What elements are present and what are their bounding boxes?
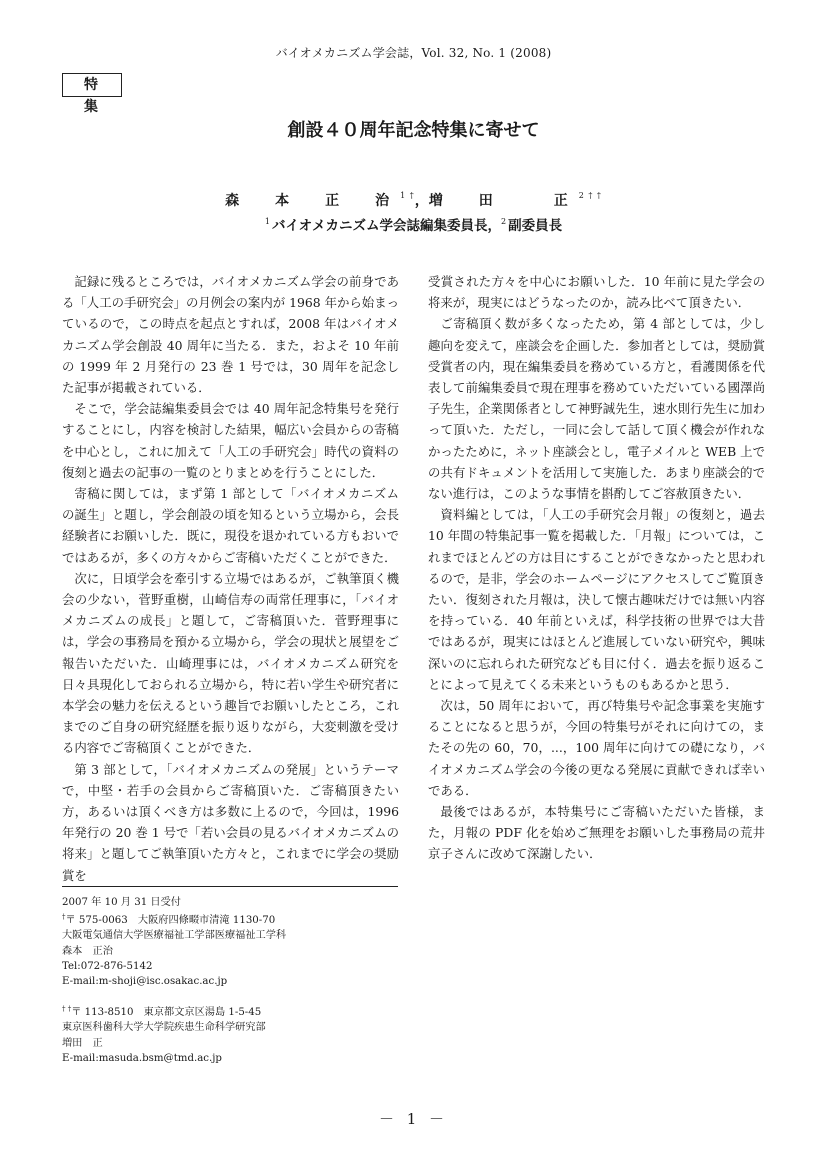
author-line [0,190,827,210]
footnote-1-name: 森本 正治 [62,945,113,957]
footnote-1-address-line [62,910,462,928]
paragraph-continuation: 受賞された方々を中心にお願いした．10 年前に見た学会の将来が，現実にはどうなったのか，読み比べて頂きたい． [428,274,765,311]
footnotes [62,895,462,1079]
body-column-right [428,271,765,865]
section-badge: 特 集 [62,73,122,97]
author-2-mark: 2 † † [578,191,602,200]
author-separator: ， [414,193,429,209]
paragraph: 最後ではあるが，本特集号にご寄稿いただいた皆様，また，月報の PDF 化を始めご無理をお願いした事務局の荒井京子さんに改めて深謝したい． [428,804,765,862]
footnote-1-email: E-mail:m-shoji@isc.osakac.ac.jp [62,976,228,988]
footnote-2-mark: † † [62,1005,72,1014]
footnote-1-mark: † [62,913,66,922]
paragraph: ご寄稿頂く数が多くなったため，第 4 部としては，少し趣向を変えて，座談会を企画した．参加者としては，奨励賞受賞者の内，現在編集委員を務めている方と，看護関係を代表して前編集委員で現在理事を務めていただいている國澤尚子先生，企業関係者として神野誠先生，速水則行先生に加わって頂いた．ただし，一同に会して話して頂く機会が作れなかったために，ネット座談会とし，電子メイルと WEB 上での共有ドキュメントを活用して実施した．あまり座談会的でない進行は，このような事情を斟酌してご容赦頂きたい． [428,316,765,502]
paragraph: 寄稿に関しては，まず第 1 部として「バイオメカニズムの誕生」と題し，学会創設の頃を知るという立場から，会長経験者にお願いした．既に，現役を退かれている方もおいでではあるが，多くの方々からご寄稿いただくことができた． [62,486,399,565]
author-1-mark: 1 † [400,191,415,200]
footnote-divider [62,886,398,887]
author-2-name: 増 田 正 [428,193,579,209]
body-column-left [62,271,399,886]
affiliation-1-text: バイオメカニズム学会誌編集委員長， [272,218,501,234]
footnote-2-address: 〒 113-8510 東京都文京区湯島 1-5-45 [71,1007,262,1019]
page-number: － 1 － [378,1110,449,1128]
footnote-1-tel: Tel:072-876-5142 [62,960,153,972]
footnote-2-address-line [62,1002,462,1020]
footnote-1-address: 〒 575-0063 大阪府四條畷市清滝 1130-70 [65,915,276,927]
footnote-1-affiliation: 大阪電気通信大学医療福祉工学部医療福祉工学科 [62,930,287,942]
author-1-name: 森 本 正 治 [225,193,401,209]
paragraph: 資料編としては，「人工の手研究会月報」の復刻と，過去 10 年間の特集記事一覧を掲載した．「月報」については，これまでほとんどの方は目にすることができなかったと思われるので，是非，学会のホームページにアクセスしてご覧頂きたい．復刻された月報は，決して懐古趣味だけでは無い内容を持っている．40 年前といえば，科学技術の世界では大昔ではあるが，現実にはほとんど進展していない研究や，興味深いのに忘れられた研究なども目に付く．過去を振り返ることによって見えてくる未来というものもあるかと思う． [428,507,765,692]
footnote-block-1 [62,895,462,989]
affiliation-1-mark: 1 [264,217,271,226]
paragraph: 第 3 部として，「バイオメカニズムの発展」というテーマで，中堅・若手の会員からご寄稿頂いた．ご寄稿頂きたい方，あるいは頂くべき方は多数に上るので，今回は，1996 年発行の 20 巻 1 号で「若い会員の見るバイオメカニズムの将来」と題してご執筆頂いた方々と，これまでに学会の奨励賞を [62,761,399,883]
affiliation-2-mark: 2 [500,217,507,226]
footnote-block-2 [62,1002,462,1066]
footnote-2-email: E-mail:masuda.bsm@tmd.ac.jp [62,1052,222,1064]
paragraph: 次は，50 周年において，再び特集号や記念事業を実施することになると思うが，今回の特集号がそれに向けての，またその先の 60，70，...，100 周年に向けての礎になり，バイオメカニズム学会の今後の更なる発展に貢献できれば幸いである． [428,698,765,798]
affiliation-line [0,214,827,234]
running-header: バイオメカニズム学会誌，Vol. 32, No. 1 (2008) [275,46,552,60]
footnote-2-affiliation: 東京医科歯科大学大学院疾患生命科学研究部 [62,1022,266,1034]
paragraph: そこで，学会誌編集委員会では 40 周年記念特集号を発行することにし，内容を検討した結果，幅広い会員からの寄稿を中心とし，これに加えて「人工の手研究会」時代の資料の復刻と過去の記事の一覧のとりまとめを行うことにした． [62,401,399,480]
article-title: 創設４０周年記念特集に寄せて [287,120,540,141]
received-date: 2007 年 10 月 31 日受付 [62,897,181,908]
footnote-2-name: 増田 正 [62,1037,103,1049]
paragraph: 記録に残るところでは，バイオメカニズム学会の前身である「人工の手研究会」の月例会の案内が 1968 年から始まっているので，この時点を起点とすれば，2008 年はバイオメカニズム学会創設 40 周年に当たる．また，およそ 10 年前の 1999 年 2 月発行の 23 巻 1 号では，30 周年を記念した記事が掲載されている． [62,274,399,396]
affiliation-2-text: 副委員長 [508,218,563,234]
paragraph: 次に，日頃学会を牽引する立場ではあるが，ご執筆頂く機会の少ない，菅野重樹，山崎信寿の両常任理事に，「バイオメカニズムの成長」と題して，ご寄稿頂いた．菅野理事には，学会の事務局を預かる立場から，学会の現状と展望をご報告いただいた．山崎理事には，バイオメカニズム研究を日々具現化しておられる立場から，特に若い学生や研究者に本学会の魅力を伝えるという趣旨でお願いしたところ，これまでのご自身の研究経歴を振り返りながら，大変刺激を受ける内容でご寄稿頂くことができた． [62,570,399,756]
